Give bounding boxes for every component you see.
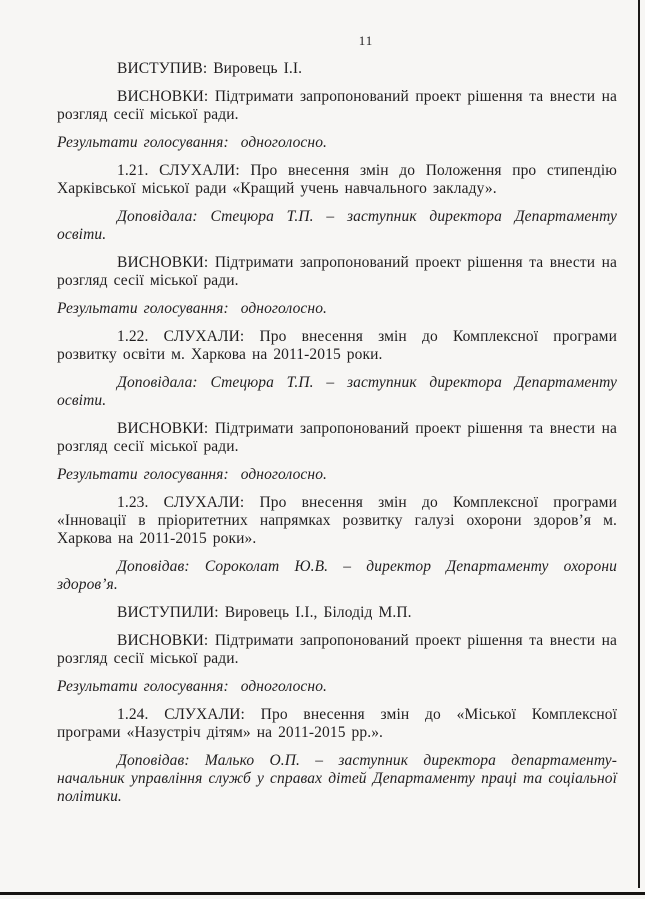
paragraph-conclusions [57,420,617,456]
paragraph-text: одноголосно. [240,678,328,695]
paragraph-text: Про внесення змін до Комплексної програми розвитку освіти м. Харкова на 2011-2015 роки. [57,328,617,363]
paragraph-vote-result [57,134,617,152]
paragraph-agenda-item-1-21 [57,162,617,198]
paragraph-label: Доповідав: [117,752,190,769]
paragraph-reporter [57,752,617,806]
paragraph-reporter [57,374,617,410]
paragraph-conclusions [57,88,617,124]
paragraph-label: Результати голосування: [57,134,229,151]
paragraph-reporter [57,208,617,244]
paragraph-label: Доповідала: [117,208,198,225]
paragraph-spoke [57,60,617,78]
paragraph-vote-result [57,678,617,696]
paragraph-label: 1.24. СЛУХАЛИ: [117,706,245,723]
page-number-value: 11 [358,33,374,48]
paragraph-text: одноголосно. [240,300,328,317]
paragraph-label: ВИСНОВКИ: [117,420,209,437]
scan-artifact-bottom-edge [0,892,645,895]
paragraph-vote-result [57,466,617,484]
paragraph-label: ВИСНОВКИ: [117,88,209,105]
paragraph-text: одноголосно. [240,134,328,151]
paragraph-label: ВИСТУПИВ: [117,60,208,77]
paragraph-label: Результати голосування: [57,678,229,695]
page-number [57,32,617,50]
paragraph-vote-result [57,300,617,318]
paragraph-label: 1.21. СЛУХАЛИ: [117,162,240,179]
paragraph-text: Вировець І.І., Білодід М.П. [224,604,412,621]
paragraph-reporter [57,558,617,594]
paragraph-label: Доповідав: [117,558,190,575]
scan-artifact-right-edge [638,0,640,888]
paragraph-text: Підтримати запропонований проект рішення та внести на розгляд сесії міської ради. [57,420,617,455]
paragraph-text: одноголосно. [240,466,328,483]
paragraph-label: ВИСНОВКИ: [117,632,209,649]
paragraph-agenda-item-1-24 [57,706,617,742]
paragraph-text: Підтримати запропонований проект рішення та внести на розгляд сесії міської ради. [57,88,617,123]
paragraph-text: Про внесення змін до Положення про стипендію Харківської міської ради «Кращий учень навчального закладу». [57,162,617,197]
paragraph-label: Результати голосування: [57,466,229,483]
paragraph-text: Сороколат Ю.В. – директор Департаменту охорони здоров’я. [57,558,617,593]
paragraph-text: Малько О.П. – заступник директора департаменту-начальник управління служб у справах дітей Департаменту праці та соціальної політики. [57,752,617,805]
paragraph-conclusions [57,254,617,290]
paragraph-label: ВИСТУПИЛИ: [117,604,219,621]
paragraph-label: Доповідала: [117,374,198,391]
paragraph-text: Стецюра Т.П. – заступник директора Департаменту освіти. [57,208,617,243]
paragraph-label: Результати голосування: [57,300,229,317]
paragraph-text: Підтримати запропонований проект рішення та внести на розгляд сесії міської ради. [57,254,617,289]
paragraph-agenda-item-1-23 [57,494,617,548]
paragraph-label: ВИСНОВКИ: [117,254,209,271]
paragraph-spoke-list [57,604,617,622]
paragraph-text: Вировець І.І. [213,60,303,77]
paragraph-text: Про внесення змін до Комплексної програми «Інновації в пріоритетних напрямках розвитку галузі охорони здоров’я м. Харкова на 2011-2015 роки». [57,494,617,547]
paragraph-text: Підтримати запропонований проект рішення та внести на розгляд сесії міської ради. [57,632,617,667]
paragraph-text: Про внесення змін до «Міської Комплексної програми «Назустріч дітям» на 2011-2015 рр.». [57,706,617,741]
paragraph-conclusions [57,632,617,668]
paragraph-agenda-item-1-22 [57,328,617,364]
paragraph-label: 1.23. СЛУХАЛИ: [117,494,245,511]
paragraph-text: Стецюра Т.П. – заступник директора Департаменту освіти. [57,374,617,409]
paragraph-label: 1.22. СЛУХАЛИ: [117,328,245,345]
